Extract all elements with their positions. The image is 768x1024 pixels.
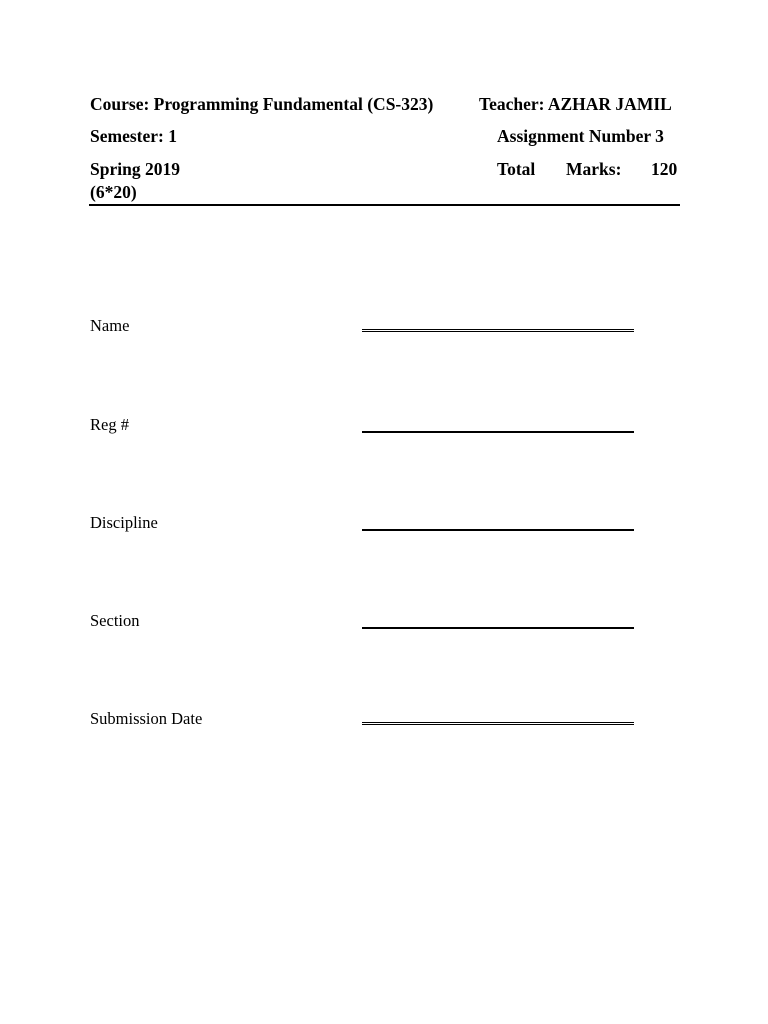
- term-label: Spring 2019: [90, 159, 180, 179]
- discipline-blank-line: [362, 529, 634, 531]
- section-label: Section: [90, 611, 140, 630]
- discipline-label: Discipline: [90, 513, 158, 532]
- marks-value: 120: [651, 159, 678, 179]
- assignment-number: Assignment Number 3: [497, 126, 664, 146]
- header-divider: [89, 204, 680, 206]
- marks-breakdown: (6*20): [90, 182, 137, 202]
- semester-label: Semester: 1: [90, 126, 177, 146]
- name-blank-line: [362, 329, 634, 332]
- name-label: Name: [90, 316, 130, 335]
- total-label: Total: [497, 159, 536, 179]
- marks-label: Marks:: [566, 159, 622, 179]
- course-title: Course: Programming Fundamental (CS-323): [90, 94, 434, 114]
- submission-date-blank-line: [362, 722, 634, 725]
- teacher-name: Teacher: AZHAR JAMIL: [479, 94, 672, 114]
- section-blank-line: [362, 627, 634, 629]
- reg-number-blank-line: [362, 431, 634, 433]
- submission-date-label: Submission Date: [90, 709, 203, 728]
- reg-number-label: Reg #: [90, 415, 129, 434]
